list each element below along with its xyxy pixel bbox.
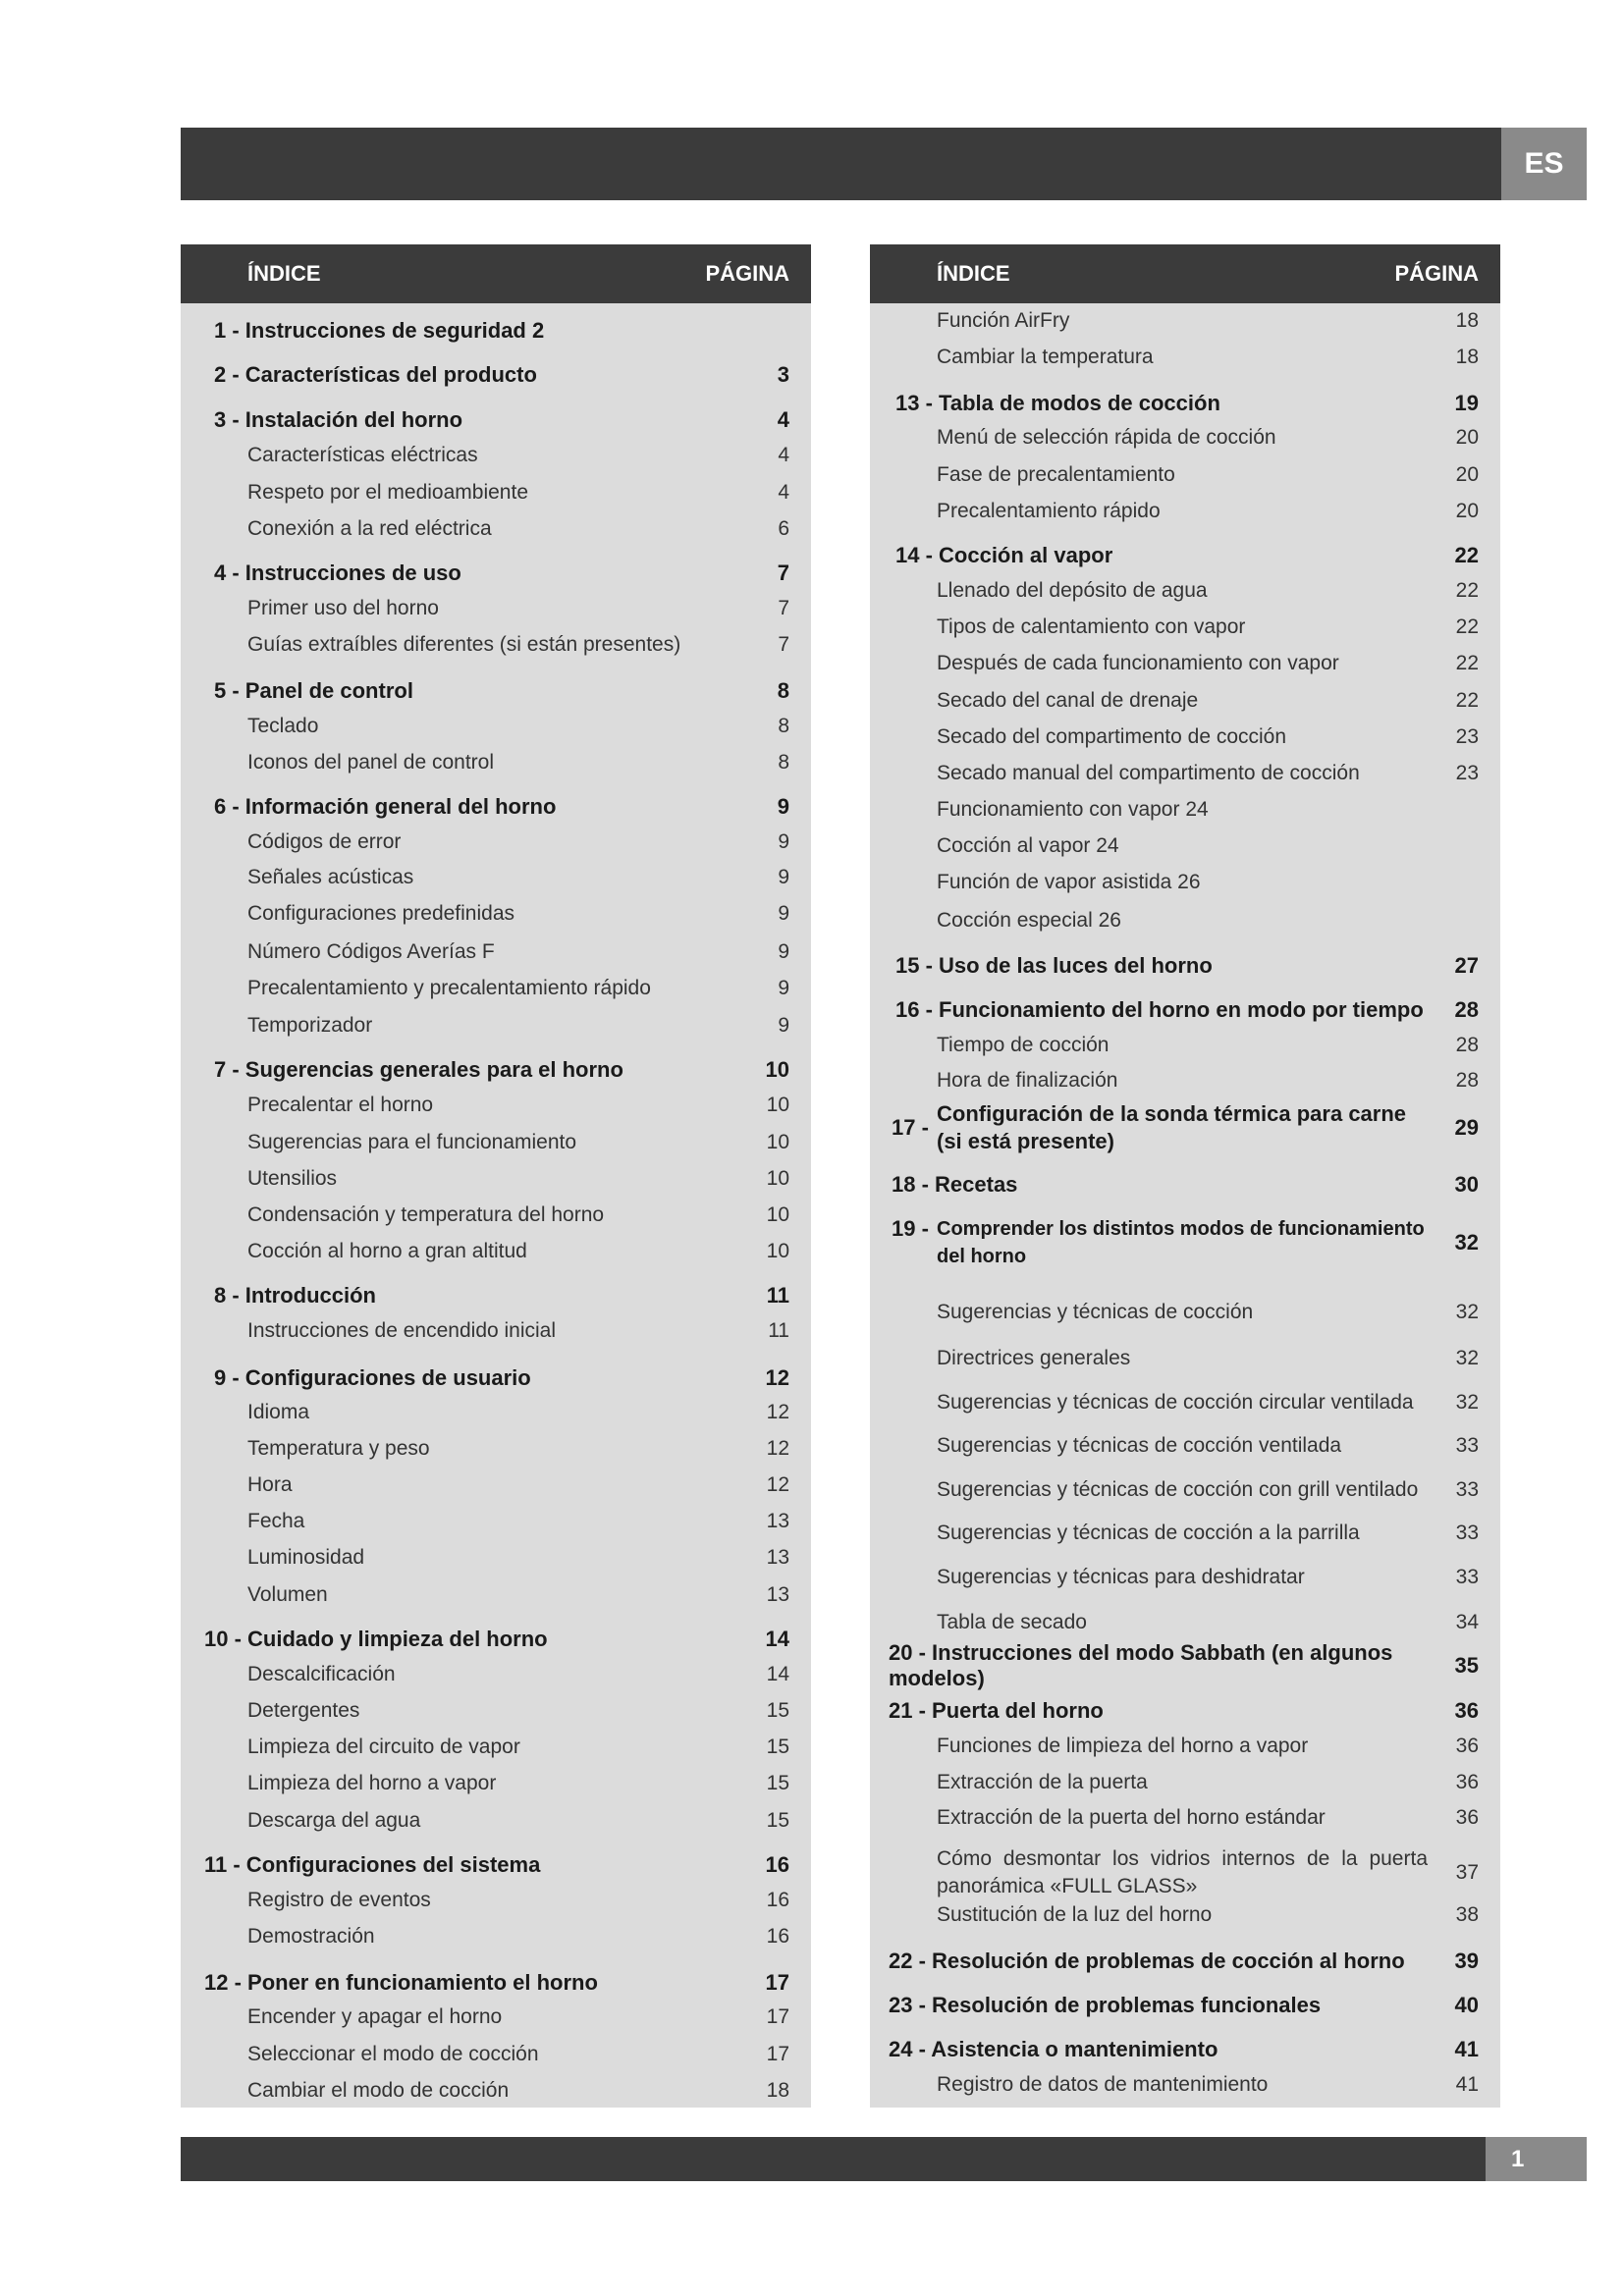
subsection-title: Secado del compartimento de cocción: [937, 725, 1287, 748]
subsection-title: Sugerencias y técnicas para deshidratar: [937, 1566, 1305, 1588]
section-title: 12 - Poner en funcionamiento el horno: [204, 1970, 598, 1995]
subsection-title: Sugerencias y técnicas de cocción: [937, 1301, 1254, 1323]
toc-entry-subsection[interactable]: [870, 577, 1500, 605]
subsection-title: Función de vapor asistida 26: [937, 871, 1201, 893]
page-number: 40: [1454, 1993, 1479, 2017]
subsection-title: Condensación y temperatura del horno: [247, 1203, 605, 1226]
page-number: 36: [1454, 1698, 1479, 1723]
section-title: 24 - Asistencia o mantenimiento: [889, 2037, 1218, 2061]
page-number: 18: [1455, 309, 1479, 332]
page-number: 38: [1455, 1903, 1479, 1926]
section-title: 20 - Instrucciones del modo Sabbath (en algunos modelos): [889, 1640, 1393, 1690]
toc-entry-subsection[interactable]: [870, 832, 1500, 860]
page-number: 32: [1454, 1230, 1479, 1255]
subsection-title: Fecha: [247, 1510, 305, 1532]
subsection-title: Encender y apagar el horno: [247, 2005, 503, 2028]
section-title: 13 - Tabla de modos de cocción: [895, 391, 1220, 415]
page-number: 35: [1454, 1653, 1479, 1678]
toc-entry-subsection[interactable]: [181, 1471, 811, 1499]
page-number: 16: [766, 1925, 789, 1948]
page-number: 7: [777, 561, 789, 585]
toc-entry-subsection[interactable]: [181, 1697, 811, 1725]
toc-entry-section[interactable]: [870, 542, 1500, 569]
toc-entry-subsection[interactable]: [870, 1299, 1500, 1326]
toc-entry-subsection[interactable]: [870, 1769, 1500, 1796]
toc-entry-subsection[interactable]: [181, 1399, 811, 1426]
page-number: 15: [766, 1772, 789, 1794]
subsection-title: Extracción de la puerta del horno estándar: [937, 1806, 1326, 1829]
page-number: 9: [778, 977, 789, 999]
subsection-title: Demostración: [247, 1925, 375, 1948]
page-number: 7: [778, 633, 789, 656]
section-title: 10 - Cuidado y limpieza del horno: [204, 1627, 548, 1651]
toc-entry-subsection[interactable]: [181, 864, 811, 891]
section-title: 9 - Configuraciones de usuario: [214, 1365, 531, 1390]
page-number: 23: [1455, 762, 1479, 784]
toc-entry-section[interactable]: [181, 1626, 811, 1653]
toc-entry-subsection[interactable]: [870, 1389, 1500, 1416]
header-bar: [181, 128, 1501, 200]
toc-entry-section[interactable]: [181, 677, 811, 705]
toc-entry-subsection[interactable]: [870, 1067, 1500, 1095]
subsection-title: Respeto por el medioambiente: [247, 481, 529, 504]
toc-entry-subsection[interactable]: [870, 1733, 1500, 1760]
page-number: 22: [1455, 689, 1479, 712]
toc-column-left: [181, 244, 811, 2108]
subsection-title: Temperatura y peso: [247, 1437, 430, 1460]
page-number: 36: [1455, 1771, 1479, 1793]
toc-entry-subsection[interactable]: [181, 975, 811, 1002]
toc-entry-subsection[interactable]: [181, 1807, 811, 1835]
page-number: 13: [766, 1583, 789, 1606]
subsection-title: Configuraciones predefinidas: [247, 902, 515, 925]
subsection-title: Tiempo de cocción: [937, 1034, 1110, 1056]
section-title: 7 - Sugerencias generales para el horno: [214, 1057, 623, 1082]
page-number: 12: [766, 1437, 789, 1460]
section-number: 19 -: [892, 1216, 929, 1241]
page-number: 22: [1454, 543, 1479, 567]
toc-entry-section[interactable]: [181, 560, 811, 587]
toc-entry-section[interactable]: [870, 1948, 1500, 1975]
section-title: 14 - Cocción al vapor: [895, 543, 1113, 567]
toc-header: [870, 244, 1500, 303]
subsection-title: Guías extraíbles diferentes (si están presentes): [247, 633, 681, 656]
section-title: 11 - Configuraciones del sistema: [204, 1852, 541, 1877]
toc-entry-subsection[interactable]: [181, 938, 811, 966]
page-number: 8: [778, 751, 789, 774]
toc-entry-subsection[interactable]: [181, 1092, 811, 1119]
page-number-badge: 1: [1486, 2137, 1587, 2181]
page-number: 28: [1455, 1069, 1479, 1092]
page-number: 12: [766, 1473, 789, 1496]
section-title: 5 - Panel de control: [214, 678, 413, 703]
subsection-title: Cocción al horno a gran altitud: [247, 1240, 527, 1262]
subsection-title: Cambiar el modo de cocción: [247, 2079, 510, 2102]
subsection-title: Secado manual del compartimento de cocción: [937, 762, 1360, 784]
page-number: 41: [1455, 2073, 1479, 2096]
page-number: 33: [1455, 1566, 1479, 1588]
page-number: 32: [1455, 1391, 1479, 1414]
page-number: 17: [765, 1970, 789, 1995]
toc-entry-subsection[interactable]: [181, 2041, 811, 2068]
subsection-title: Hora: [247, 1473, 293, 1496]
page-number: 10: [766, 1131, 789, 1153]
toc-entry-subsection[interactable]: [870, 760, 1500, 787]
toc-header-index: ÍNDICE: [937, 261, 1010, 286]
toc-entry-section[interactable]: [181, 1282, 811, 1309]
page-number: 34: [1455, 1611, 1479, 1633]
subsection-title: Limpieza del circuito de vapor: [247, 1735, 520, 1758]
toc-entry-subsection[interactable]: [870, 307, 1500, 335]
subsection-title: Funciones de limpieza del horno a vapor: [937, 1735, 1309, 1757]
toc-entry-subsection[interactable]: [181, 1661, 811, 1688]
subsection-title: Después de cada funcionamiento con vapor: [937, 652, 1339, 674]
subsection-title: Extracción de la puerta: [937, 1771, 1148, 1793]
page-number: 15: [766, 1699, 789, 1722]
toc-entry-section[interactable]: [181, 361, 811, 389]
page-number: 30: [1454, 1172, 1479, 1197]
page-number: 17: [766, 2043, 789, 2065]
page-number: 9: [777, 794, 789, 819]
page-number: 11: [766, 1283, 789, 1308]
subsection-title: Códigos de error: [247, 830, 402, 853]
page-number: 7: [778, 597, 789, 619]
section-title: 22 - Resolución de problemas de cocción al horno: [889, 1949, 1405, 1973]
toc-entry-subsection[interactable]: [870, 1432, 1500, 1460]
section-title-line: (si está presente): [937, 1129, 1114, 1153]
section-title: 3 - Instalación del horno: [214, 407, 463, 432]
page-number: 39: [1454, 1949, 1479, 1973]
subsection-title: Función AirFry: [937, 309, 1070, 332]
section-title: 6 - Información general del horno: [214, 794, 557, 819]
toc-entry-section[interactable]: [181, 1851, 811, 1879]
subsection-title: Teclado: [247, 715, 319, 737]
page-number: 28: [1454, 997, 1479, 1022]
subsection-title: Cocción al vapor 24: [937, 834, 1119, 857]
footer-bar: [181, 2137, 1486, 2181]
toc-entry-subsection[interactable]: [181, 749, 811, 776]
page-number: 33: [1455, 1478, 1479, 1501]
toc-entry-section[interactable]: [870, 2036, 1500, 2063]
subsection-title: Cocción especial 26: [937, 909, 1121, 932]
page-number: 4: [778, 481, 789, 504]
page-number: 33: [1455, 1434, 1479, 1457]
section-title: 2 - Características del producto: [214, 362, 537, 387]
section-number: 17 -: [892, 1115, 929, 1140]
page-number: 9: [778, 902, 789, 925]
toc-entry-subsection[interactable]: [181, 713, 811, 740]
page-number: 14: [766, 1663, 789, 1685]
page-number: 28: [1455, 1034, 1479, 1056]
subsection-title: Llenado del depósito de agua: [937, 579, 1208, 602]
toc-entry-subsection[interactable]: [181, 631, 811, 659]
page-number: 18: [766, 2079, 789, 2102]
section-title: 1 - Instrucciones de seguridad 2: [214, 318, 545, 343]
section-title-line: del horno: [937, 1246, 1027, 1267]
subsection-title: Sugerencias y técnicas de cocción con grill ventilado: [937, 1478, 1419, 1501]
page-number: 41: [1454, 2037, 1479, 2061]
toc-entry-subsection[interactable]: [870, 1520, 1500, 1547]
toc-entry-section[interactable]: [181, 793, 811, 821]
subsection-title: Conexión a la red eléctrica: [247, 517, 492, 540]
toc-entry-subsection[interactable]: [870, 424, 1500, 452]
section-title: 23 - Resolución de problemas funcionales: [889, 1993, 1322, 2017]
subsection-title: Precalentamiento y precalentamiento rápido: [247, 977, 651, 999]
page-number: 37: [1455, 1861, 1479, 1884]
page-number: 3: [777, 362, 789, 387]
toc-entry-subsection[interactable]: [181, 1770, 811, 1797]
toc-entry-subsection[interactable]: [181, 1238, 811, 1265]
toc-entry-section[interactable]: [870, 996, 1500, 1024]
toc-entry-subsection[interactable]: [870, 1564, 1500, 1591]
page-number: 10: [766, 1167, 789, 1190]
page-number: 6: [778, 517, 789, 540]
toc-entry-subsection[interactable]: [870, 723, 1500, 751]
subsection-title: Cambiar la temperatura: [937, 346, 1154, 368]
toc-entry-section[interactable]: [870, 1992, 1500, 2019]
toc-entry-section[interactable]: [181, 317, 811, 345]
toc-entry-section[interactable]: [870, 1213, 1500, 1272]
toc-entry-subsection[interactable]: [181, 2003, 811, 2031]
page-number: 22: [1455, 652, 1479, 674]
toc-entry-subsection[interactable]: [181, 2077, 811, 2105]
toc-entry-subsection[interactable]: [870, 1609, 1500, 1636]
subsection-title: Fase de precalentamiento: [937, 463, 1175, 486]
page-number: 27: [1454, 953, 1479, 978]
page-number: 19: [1454, 391, 1479, 415]
toc-entry-section[interactable]: [870, 1098, 1500, 1157]
toc-entry-subsection[interactable]: [870, 2071, 1500, 2099]
page-number: 11: [768, 1319, 789, 1342]
page-number: 22: [1455, 579, 1479, 602]
subsection-title: Precalentamiento rápido: [937, 500, 1161, 522]
subsection-title-line: panorámica «FULL GLASS»: [937, 1875, 1198, 1897]
toc-entry-subsection[interactable]: [870, 1804, 1500, 1832]
subsection-title: Funcionamiento con vapor 24: [937, 798, 1209, 821]
subsection-title: Directrices generales: [937, 1347, 1131, 1369]
toc-entry-subsection[interactable]: [181, 1887, 811, 1914]
page-number: 29: [1454, 1115, 1479, 1140]
subsection-title: Idioma: [247, 1401, 310, 1423]
toc-entry-section[interactable]: [870, 1171, 1500, 1199]
toc-entry-subsection[interactable]: [870, 461, 1500, 489]
page-number: 16: [765, 1852, 789, 1877]
subsection-title: Tabla de secado: [937, 1611, 1087, 1633]
page-number: 10: [765, 1057, 789, 1082]
toc-entry-subsection[interactable]: [181, 595, 811, 622]
page-number: 14: [765, 1627, 789, 1651]
subsection-title: Tipos de calentamiento con vapor: [937, 615, 1246, 638]
toc-entry-subsection[interactable]: [870, 498, 1500, 525]
toc-entry-subsection[interactable]: [181, 1165, 811, 1193]
toc-entry-subsection[interactable]: [181, 515, 811, 543]
toc-header: [181, 244, 811, 303]
subsection-title: Registro de eventos: [247, 1889, 431, 1911]
subsection-title: Señales acústicas: [247, 866, 414, 888]
toc-entry-subsection[interactable]: [870, 869, 1500, 896]
toc-entry-subsection[interactable]: [181, 1129, 811, 1156]
page-number: 9: [778, 940, 789, 963]
page-number: 10: [766, 1203, 789, 1226]
section-title: 8 - Introducción: [214, 1283, 376, 1308]
subsection-title: Instrucciones de encendido inicial: [247, 1319, 557, 1342]
page-number: 8: [778, 715, 789, 737]
page-number: 10: [766, 1094, 789, 1116]
toc-entry-subsection[interactable]: [181, 1923, 811, 1950]
toc-entry-subsection[interactable]: [870, 1345, 1500, 1372]
page-number: 22: [1455, 615, 1479, 638]
section-title: 4 - Instrucciones de uso: [214, 561, 461, 585]
subsection-title: Hora de finalización: [937, 1069, 1118, 1092]
subsection-title: Primer uso del horno: [247, 597, 439, 619]
toc-header-page: PÁGINA: [1394, 261, 1479, 286]
toc-entry-section[interactable]: [181, 1056, 811, 1084]
subsection-title: Iconos del panel de control: [247, 751, 495, 774]
subsection-title: Descarga del agua: [247, 1809, 421, 1832]
subsection-title: Precalentar el horno: [247, 1094, 434, 1116]
toc-header-page: PÁGINA: [705, 261, 789, 286]
toc-entry-subsection[interactable]: [181, 1435, 811, 1463]
toc-entry-subsection[interactable]: [870, 344, 1500, 371]
page-number: 4: [778, 444, 789, 466]
page-number: 8: [777, 678, 789, 703]
subsection-title-line: Cómo desmontar los vidrios internos de la puerta: [937, 1847, 1428, 1870]
subsection-title: Sustitución de la luz del horno: [937, 1903, 1213, 1926]
page-number: 9: [778, 1014, 789, 1037]
page-number: 23: [1455, 725, 1479, 748]
toc-entry-section[interactable]: [870, 1640, 1500, 1690]
page-number: 36: [1455, 1735, 1479, 1757]
page-number: 16: [766, 1889, 789, 1911]
subsection-title: Descalcificación: [247, 1663, 396, 1685]
page-number: 20: [1455, 463, 1479, 486]
toc-entry-subsection[interactable]: [181, 1544, 811, 1572]
subsection-title: Menú de selección rápida de cocción: [937, 426, 1276, 449]
page-number: 32: [1455, 1347, 1479, 1369]
subsection-title: Seleccionar el modo de cocción: [247, 2043, 539, 2065]
toc-entry-subsection[interactable]: [870, 796, 1500, 824]
subsection-title: Registro de datos de mantenimiento: [937, 2073, 1269, 2096]
section-title: 21 - Puerta del horno: [889, 1698, 1104, 1723]
subsection-title: Secado del canal de drenaje: [937, 689, 1199, 712]
page-number: 20: [1455, 426, 1479, 449]
toc-entry-subsection[interactable]: [181, 1317, 811, 1345]
toc-entry-section[interactable]: [181, 1364, 811, 1392]
toc-entry-subsection[interactable]: [870, 907, 1500, 934]
page-number: 32: [1455, 1301, 1479, 1323]
toc-entry-subsection[interactable]: [181, 1201, 811, 1229]
section-title-line: Comprender los distintos modos de funcionamiento: [937, 1218, 1425, 1240]
toc-entry-section[interactable]: [181, 1969, 811, 1997]
page-number: 13: [766, 1546, 789, 1569]
toc-entry-subsection[interactable]: [870, 1032, 1500, 1059]
subsection-title: Sugerencias y técnicas de cocción circular ventilada: [937, 1391, 1414, 1414]
page-number: 18: [1455, 346, 1479, 368]
subsection-title: Características eléctricas: [247, 444, 478, 466]
toc-column-right: [870, 244, 1500, 2108]
toc-entry-subsection[interactable]: [181, 442, 811, 469]
toc-entry-section[interactable]: [870, 952, 1500, 980]
page-number: 13: [766, 1510, 789, 1532]
toc-entry-subsection[interactable]: [870, 650, 1500, 677]
page-number: 36: [1455, 1806, 1479, 1829]
subsection-title: Volumen: [247, 1583, 328, 1606]
section-title: 15 - Uso de las luces del horno: [895, 953, 1213, 978]
subsection-title: Temporizador: [247, 1014, 373, 1037]
toc-entry-subsection[interactable]: [870, 1476, 1500, 1504]
subsection-title: Limpieza del horno a vapor: [247, 1772, 497, 1794]
toc-entry-subsection[interactable]: [870, 1843, 1500, 1902]
toc-entry-section[interactable]: [181, 406, 811, 434]
section-title: 18 - Recetas: [892, 1172, 1018, 1197]
toc-entry-subsection[interactable]: [181, 828, 811, 856]
toc-entry-section[interactable]: [870, 1697, 1500, 1725]
toc-header-index: ÍNDICE: [247, 261, 321, 286]
page-number: 15: [766, 1809, 789, 1832]
section-title-line: Configuración de la sonda térmica para carne: [937, 1101, 1407, 1126]
section-title: 16 - Funcionamiento del horno en modo por tiempo: [895, 997, 1424, 1022]
page-number: 15: [766, 1735, 789, 1758]
page-number: 9: [778, 830, 789, 853]
subsection-title: Número Códigos Averías F: [247, 940, 495, 963]
subsection-title: Utensilios: [247, 1167, 338, 1190]
toc-entry-subsection[interactable]: [181, 900, 811, 928]
toc-entry-subsection[interactable]: [870, 1901, 1500, 1929]
page-number: 20: [1455, 500, 1479, 522]
subsection-title: Sugerencias y técnicas de cocción ventilada: [937, 1434, 1342, 1457]
toc-entry-subsection[interactable]: [181, 1734, 811, 1761]
toc-entry-subsection[interactable]: [181, 1581, 811, 1609]
toc-entry-subsection[interactable]: [870, 687, 1500, 715]
page-number: 12: [766, 1401, 789, 1423]
toc-entry-subsection[interactable]: [181, 1012, 811, 1040]
subsection-title: Detergentes: [247, 1699, 360, 1722]
page-number: 12: [765, 1365, 789, 1390]
subsection-title: Sugerencias para el funcionamiento: [247, 1131, 577, 1153]
page-number: 33: [1455, 1522, 1479, 1544]
subsection-title: Luminosidad: [247, 1546, 365, 1569]
page-number: 9: [778, 866, 789, 888]
toc-entry-subsection[interactable]: [181, 1508, 811, 1535]
page-number: 17: [766, 2005, 789, 2028]
subsection-title: Sugerencias y técnicas de cocción a la parrilla: [937, 1522, 1360, 1544]
language-badge: ES: [1501, 128, 1587, 200]
toc-entry-section[interactable]: [870, 390, 1500, 417]
toc-entry-subsection[interactable]: [181, 479, 811, 507]
page-number: 4: [777, 407, 789, 432]
page-number: 10: [766, 1240, 789, 1262]
toc-entry-subsection[interactable]: [870, 614, 1500, 641]
